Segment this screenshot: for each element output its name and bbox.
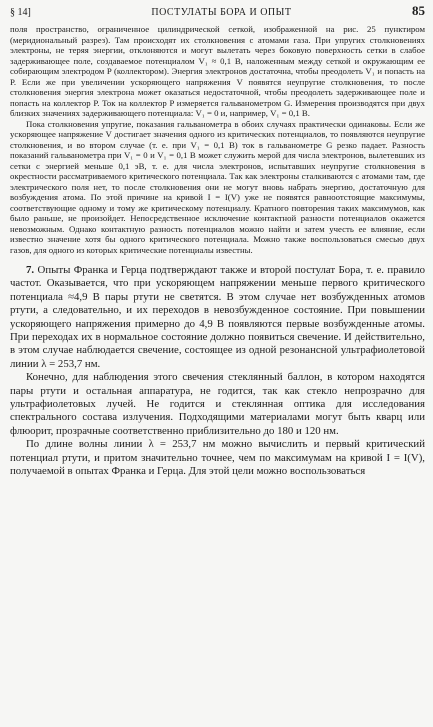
body-paragraph (10, 264, 425, 371)
running-title: ПОСТУЛАТЫ БОРА И ОПЫТ (151, 7, 292, 18)
section-7 (10, 264, 425, 479)
running-header (10, 0, 425, 22)
body-paragraph: По длине волны линии λ = 253,7 нм можно вычислить и первый критический потенциал ртути, и притом значительно точнее, чем по максимумам на кривой I = I(V), получаемой в опытах Франка и Герца. Для этой цели можно воспользоваться (10, 438, 425, 478)
section-7-lead: Опыты Франка и Герца подтверждают также и второй постулат Бора, т. е. правило частот. Оказывается, что при ускоряющем напряжении меньше первого критического потенциала ≈4,9 В пары ртути не светятся. В этом случае нет возбужденных атомов ртути, а следовательно, и их переходов в невозбужденное состояние. При повышении ускоряющего напряжения примерно до 4,9 В появляются первые возбужденные атомы. При переходах их в нормальное состояние должно появиться свечение. И действительно, в этом случае наблюдается свечение, состоящее из одной резонансной ультрафиолетовой линии λ = 253,7 нм. (10, 264, 425, 370)
body-paragraph: Конечно, для наблюдения этого свечения стеклянный баллон, в котором находятся пары ртути и остальная аппаратура, не годится, так как стекло непрозрачно для ультрафиолетовых лучей. Не годится и стеклянная оптика для исследования спектрального состава излучения. Подходящими материалами могут быть кварц или флюорит, прозрачные соответственно приблизительно до 180 и 120 нм. (10, 371, 425, 437)
section-number: 7. (26, 264, 35, 276)
small-paragraph: поля пространство, ограниченное цилиндрической сеткой, изображенной на рис. 25 пунктиром (меридиональный разрез). Там происходят их столкновения с атомами газа. При упругих столкновениях электроны, не теряя энергии, отклоняются и могут вылетать через боковую поверхность сетки в слабое задерживающее поле, создаваемое потенциалом V₁ ≈ 0,1 В, наложенным между сеткой и окружающим ее собирающим электродом P (коллектором). Энергия электронов достаточна, чтобы преодолеть V₁ и попасть на P. Если же при увеличении ускоряющего напряжения V появятся неупругие столкновения, то после столкновения энергия электрона может оказаться недостаточной, чтобы преодолеть задерживающее поле и попасть на коллектор P. Ток на коллектор P измеряется гальванометром G. Измерения производятся при двух близких значениях задерживающего потенциала: V₁ = 0 и, например, V₁ = 0,1 В. (10, 24, 425, 118)
small-print-block (10, 24, 425, 255)
page-number: 85 (412, 3, 425, 18)
small-paragraph: Пока столкновения упругие, показания гальванометра в обоих случаях практически одинаковы. Если же ускоряющее напряжение V достигает значения одного из критических потенциалов, то появляются неупругие столкновения, и во втором случае (т. е. при V₁ = 0,1 В) ток в гальванометре G резко падает. Разность показаний гальванометра при V₁ = 0 и V₁ = 0,1 В может служить мерой для числа электронов, вылетевших из сетки с энергией меньше 0,1 эВ, т. е. для числа электронов, испытавших неупругие столкновения в окрестности рассматриваемого критического потенциала. Так как электроны сталкиваются с атомами там, где электрического поля нет, то после столкновения они не могут вновь набрать энергию, достаточную для возбуждения атома. По этой причине на кривой I = I(V) уже не появятся равноотстоящие максимумы, соответствующие одному и тому же критическому потенциалу. Кратного повторения таких максимумов, как было раньше, не произойдет. Непосредственное исключение контактной разности потенциалов окажется невозможным. Однако контактную разность потенциалов можно найти и затем учесть ее влияние, если известно значение хотя бы одного критического потенциала. Можно также воспользоваться смесью двух газов, для одного из которых критические потенциалы известны. (10, 118, 425, 255)
section-ref: § 14] (10, 7, 31, 18)
